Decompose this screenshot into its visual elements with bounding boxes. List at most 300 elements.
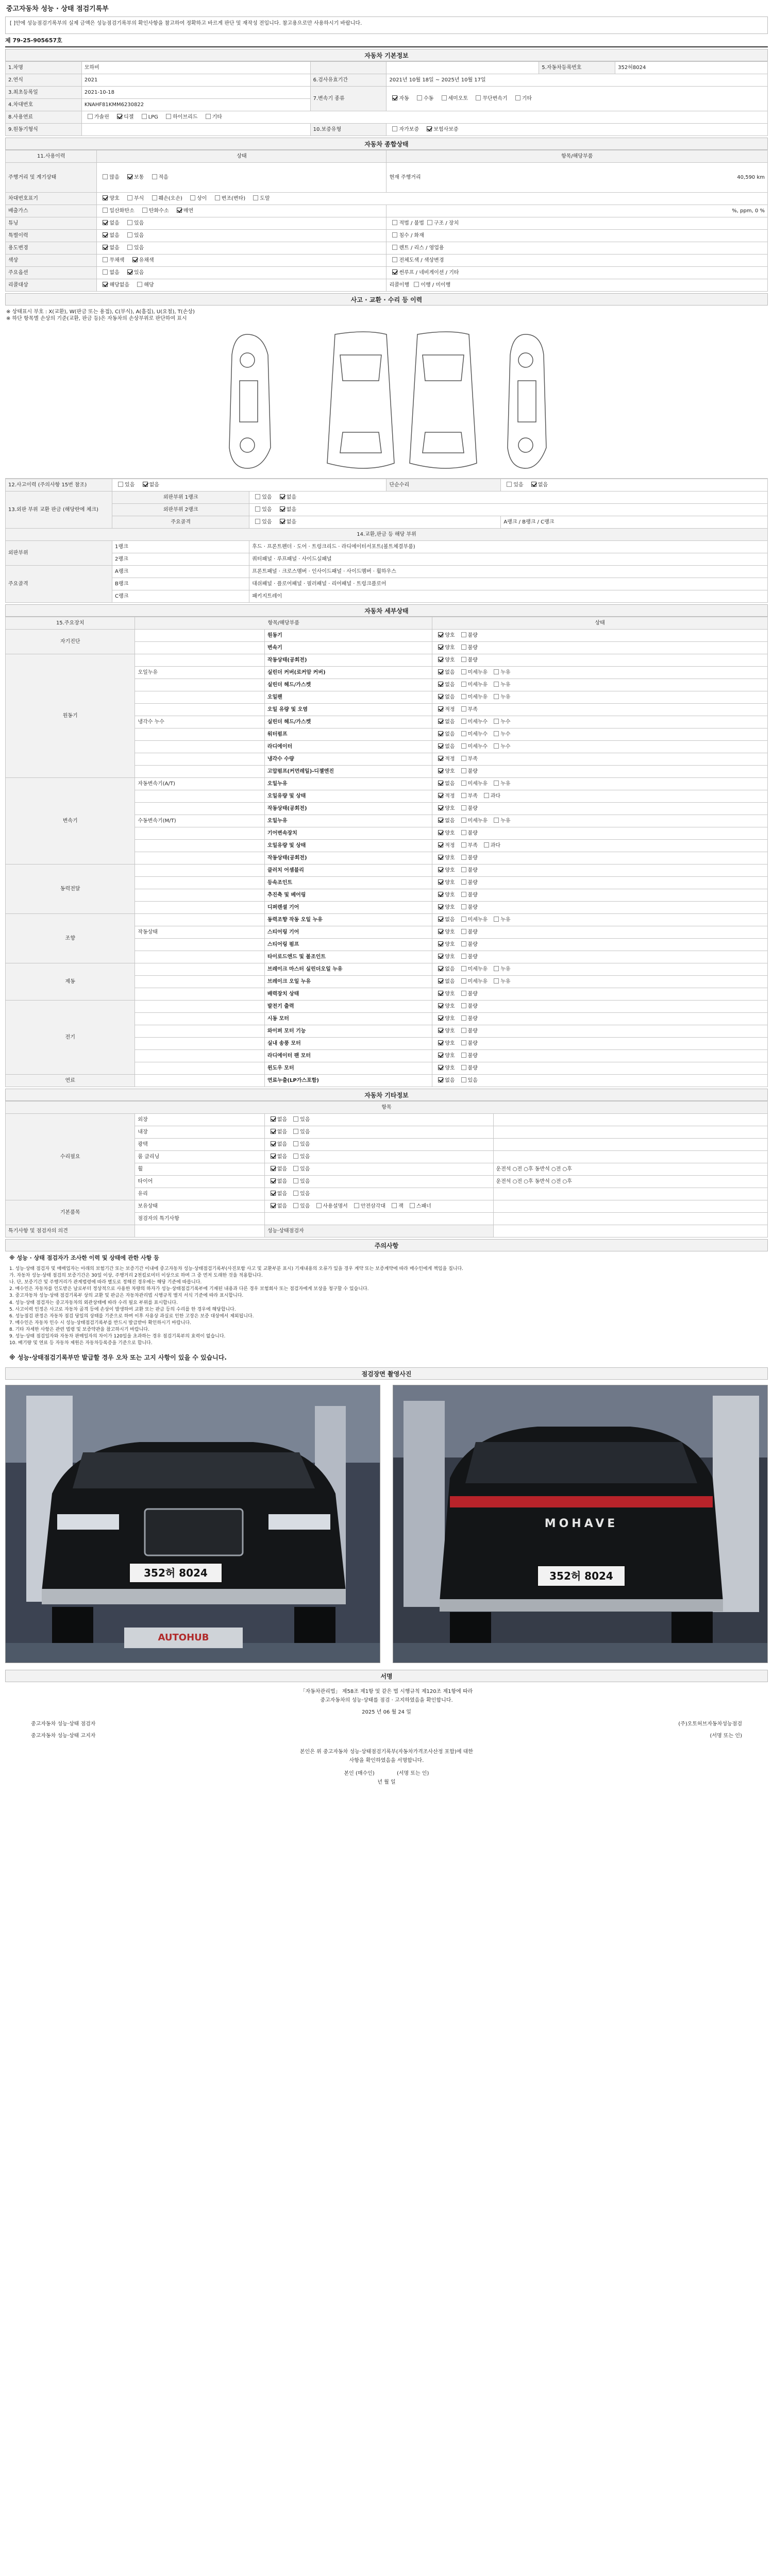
item-label: 시동 모터 <box>264 1013 432 1025</box>
item-label: 오일유량 및 상태 <box>264 790 432 803</box>
table-row <box>6 630 768 642</box>
row-label: 단순수리 <box>386 479 501 492</box>
sign-date: 2025 년 06 월 24 일 <box>362 1709 411 1716</box>
state-options: 없음 미세누수 누수 <box>432 741 768 753</box>
sub-label <box>135 679 264 691</box>
notes-heading: ※ 성능 · 상태 점검자가 조사한 이력 및 상태에 관한 사항 등 <box>9 1255 159 1261</box>
checkbox-icon <box>142 114 147 119</box>
checkbox-icon <box>392 269 397 275</box>
item-label: 광택 <box>135 1139 264 1151</box>
checkbox-icon <box>271 1116 276 1122</box>
checkbox-icon <box>293 1116 298 1122</box>
checkbox-icon <box>427 126 432 131</box>
checkbox-icon <box>137 282 142 287</box>
checkbox-icon <box>461 682 466 687</box>
item-label: 작동상태(공회전) <box>264 654 432 667</box>
state-options: 없음 있음 <box>264 1176 493 1188</box>
parts-items: 프론트패널 · 크로스멤버 · 인사이드패널 · 사이드멤버 · 휠하우스 <box>249 566 768 578</box>
note-line: 3. 중고자동차 성능·상태 점검기록부 상의 교환 및 판금은 자동차관리법 시행규칙 별지 서식 기준에 따라 표시합니다. <box>9 1293 244 1299</box>
table-row <box>6 1200 768 1213</box>
group-label: 제동 <box>6 963 135 1001</box>
checkbox-icon <box>461 756 466 761</box>
checkbox-icon <box>438 954 443 959</box>
sub-label <box>135 865 264 877</box>
checkbox-icon <box>461 1065 466 1070</box>
checkbox-icon <box>461 669 466 674</box>
section-basic: 자동차 기본정보 <box>5 49 768 61</box>
checkbox-icon <box>461 991 466 996</box>
extra-value: 운전석 ○전 ○후 동반석 ○전 ○후 <box>493 1163 767 1176</box>
group-label: 자기진단 <box>6 630 135 654</box>
checkbox-icon <box>461 731 466 736</box>
section-detail: 자동차 세부상태 <box>5 604 768 617</box>
sub-label <box>135 988 264 1001</box>
state-options: 적정 부족 <box>432 753 768 766</box>
sub-label <box>135 741 264 753</box>
state-options: 없음 있음 <box>264 1188 493 1200</box>
note-line: 2. 매수인은 자동차를 인도받은 날로부터 정상적으로 사용한 차량의 하자가 성능·상태점검기록부에 기재된 내용과 다른 경우 보험회사 또는 점검자에게 보상을 청구할 수 있습니다. <box>9 1286 369 1292</box>
checkbox-icon <box>438 694 443 699</box>
checkbox-icon <box>438 768 443 773</box>
checkbox-icon <box>438 706 443 711</box>
section-photos: 점검장면 촬영사진 <box>5 1367 768 1380</box>
checkbox-icon <box>461 830 466 835</box>
item-label: 기어변속장치 <box>264 827 432 840</box>
parts-group: 외판부위 <box>6 541 112 566</box>
checkbox-icon <box>461 941 466 946</box>
checkbox-icon <box>354 1203 359 1208</box>
label: 5.자동차등록번호 <box>539 62 615 74</box>
state-options: 없음 미세누유 누유 <box>432 778 768 790</box>
checkbox-icon <box>88 114 93 119</box>
checkbox-icon <box>494 978 499 984</box>
checkbox-icon <box>494 818 499 823</box>
checkbox-icon <box>143 482 148 487</box>
group-label: 조향 <box>6 914 135 963</box>
label: 10.보증유형 <box>310 124 386 136</box>
checkbox-icon <box>438 657 443 662</box>
checkbox-icon <box>410 1203 415 1208</box>
table-row <box>6 1001 768 1013</box>
state-options: 적정 부족 <box>432 704 768 716</box>
checkbox-icon <box>494 966 499 971</box>
state-options: 없음 있음 <box>432 1075 768 1087</box>
checkbox-icon <box>280 506 285 512</box>
checkbox-icon <box>438 879 443 885</box>
checkbox-icon <box>427 220 432 225</box>
extra-value <box>493 1139 767 1151</box>
row-label: 색상 <box>6 255 97 267</box>
state-options: 양호 불량 <box>432 1050 768 1062</box>
state-options: 양호 불량 <box>432 939 768 951</box>
item-label: 룸 클리닝 <box>135 1151 264 1163</box>
state-options: 양호 불량 <box>432 1038 768 1050</box>
row-options: 있음 없음 <box>249 516 501 529</box>
seller-row <box>10 1732 763 1740</box>
checkbox-icon <box>461 842 466 848</box>
item-label: 실린더 헤드/가스켓 <box>264 716 432 728</box>
sub-label: 외판부위 2랭크 <box>112 504 249 516</box>
document-notice: [ ]안에 성능점검기록부의 실제 금액은 성능점검기록부의 확인사항을 참고하여 정확하고 바르게 판단 및 재작성 전입니다. 참고용으로만 사용하시기 바랍니다. <box>5 16 768 34</box>
checkbox-icon <box>461 743 466 749</box>
sign-line: 「자동차관리법」 제58조 제1항 및 같은 법 시행규칙 제120조 제1항에 따라 <box>300 1689 473 1695</box>
checkbox-icon <box>103 257 108 262</box>
item-label: 워터펌프 <box>264 728 432 741</box>
value: 2021년 10월 18일 ~ 2025년 10월 17일 <box>386 74 768 87</box>
row-label: 특별이력 <box>6 230 97 242</box>
sub-label <box>135 728 264 741</box>
column-header: 상태 <box>97 150 386 163</box>
value: 352허8024 <box>615 62 768 74</box>
notes-list <box>5 1263 768 1350</box>
sub-label <box>135 1001 264 1013</box>
checkbox-icon <box>255 494 260 499</box>
checkbox-icon <box>484 793 489 798</box>
sub-label <box>135 766 264 778</box>
group-label: 동력전달 <box>6 865 135 914</box>
rank-options: A랭크 / B랭크 / C랭크 <box>501 516 768 529</box>
checkbox-icon <box>461 978 466 984</box>
parts-items: 후드 · 프론트펜더 · 도어 · 트렁크리드 · 라디에이터서포트(볼트체결부품) <box>249 541 768 553</box>
extra-value <box>493 1188 767 1200</box>
table-row <box>6 654 768 667</box>
transmission-options: 자동 수동 세미오토 무단변속기 기타 <box>386 87 768 111</box>
row-options: 양호 부식 훼손(오손) 상이 변조(변타) 도말 <box>97 193 768 205</box>
section-notes: 주의사항 <box>5 1239 768 1251</box>
group-label: 변속기 <box>6 778 135 865</box>
item-label: 동력조향 작동 오일 누유 <box>264 914 432 926</box>
note-line: 1. 성능·상태 점검자 및 매매업자는 아래의 보험기간 또는 보증기간 이내에 중고자동차 성능·상태점검기록부(사진포함 사고 및 교환부분 표시) 기재내용의 오류가 있을 경우 계약 또는 보증계약에 따라 매수인에게 책임을 집니다. <box>9 1266 464 1272</box>
rear-license-plate: 352허 8024 <box>549 1570 613 1583</box>
state-options: 양호 불량 <box>432 1001 768 1013</box>
value: 2021 <box>81 74 310 87</box>
item-label: 윈도우 모터 <box>264 1062 432 1075</box>
sub-label <box>135 753 264 766</box>
parts-group: 주요골격 <box>6 566 112 603</box>
state-options: 양호 불량 <box>432 852 768 865</box>
item-label: 라디에이터 팬 모터 <box>264 1050 432 1062</box>
state-options: 없음 미세누수 누수 <box>432 728 768 741</box>
checkbox-icon <box>438 719 443 724</box>
state-options: 양호 불량 <box>432 766 768 778</box>
checkbox-icon <box>438 1028 443 1033</box>
checkbox-icon <box>255 506 260 512</box>
checkbox-icon <box>103 220 108 225</box>
item-label: 원동기 <box>264 630 432 642</box>
state-options: 양호 불량 <box>432 926 768 939</box>
table-row <box>6 1114 768 1126</box>
checkbox-icon <box>461 706 466 711</box>
signature-block <box>5 1682 768 1792</box>
row-extra: 전체도색 / 색상변경 <box>386 255 768 267</box>
item-label: 보유상태 <box>135 1200 264 1213</box>
column-header: 항목/해당부품 <box>135 617 432 630</box>
checkbox-icon <box>316 1203 322 1208</box>
group-label: 원동기 <box>6 654 135 778</box>
state-options: 양호 불량 <box>432 1013 768 1025</box>
sub-label: 오일누유 <box>135 667 264 679</box>
checkbox-icon <box>127 174 132 179</box>
sub-label <box>135 630 264 642</box>
item-label: 발전기 출력 <box>264 1001 432 1013</box>
row-options: 많음 보통 적음 <box>97 163 386 193</box>
state-options: 없음 미세누유 누유 <box>432 815 768 827</box>
item-label: 실내 송풍 모터 <box>264 1038 432 1050</box>
checkbox-icon <box>461 657 466 662</box>
row-label: 주요옵션 <box>6 267 97 279</box>
state-options: 없음 있음 사용설명서 안전삼각대 잭 스패너 <box>264 1200 493 1213</box>
state-options: 없음 있음 <box>264 1139 493 1151</box>
checkbox-icon <box>271 1166 276 1171</box>
parts-rank: B랭크 <box>112 578 249 590</box>
item-label: 오일누유 <box>264 815 432 827</box>
parts-rank: A랭크 <box>112 566 249 578</box>
parts-items: 패키지트레이 <box>249 590 768 603</box>
checkbox-icon <box>255 519 260 524</box>
checkbox-icon <box>438 904 443 909</box>
item-label: 작동상태(공회전) <box>264 803 432 815</box>
confirm-line: 사항을 확인하였음을 서명합니다. <box>349 1758 424 1764</box>
sub-label: 수동변속기(M/T) <box>135 815 264 827</box>
checkbox-icon <box>461 805 466 810</box>
parts-items: 대쉬패널 · 플로어패널 · 필러패널 · 리어패널 · 트렁크플로어 <box>249 578 768 590</box>
extra-value <box>493 1213 767 1225</box>
checkbox-icon <box>438 1003 443 1008</box>
item-label: 오일누유 <box>264 778 432 790</box>
checkbox-icon <box>271 1203 276 1208</box>
state-options: 양호 불량 <box>432 865 768 877</box>
label: 8.사용연료 <box>6 111 82 124</box>
row-label: 특기사항 및 점검자의 의견 <box>6 1225 135 1238</box>
sub-label <box>135 803 264 815</box>
checkbox-icon <box>293 1166 298 1171</box>
checkbox-icon <box>461 694 466 699</box>
fuel-options: 가솔린 디젤 LPG 하이브리드 기타 <box>81 111 767 124</box>
checkbox-icon <box>438 682 443 687</box>
checkbox-icon <box>494 917 499 922</box>
checkbox-icon <box>127 232 132 238</box>
checkbox-icon <box>271 1129 276 1134</box>
checkbox-icon <box>152 174 157 179</box>
state-options: 없음 있음 <box>264 1151 493 1163</box>
sub-label <box>135 914 264 926</box>
row-options: 없음 있음 <box>97 230 386 242</box>
row-options: 있음 없음 <box>249 492 768 504</box>
checkbox-icon <box>438 632 443 637</box>
checkbox-icon <box>166 114 171 119</box>
state-options: 적정 부족 과다 <box>432 840 768 852</box>
note-line: 4. 성능·상태 점검자는 중고자동차의 외관상태에 따라 수리 필요 부위를 표시합니다. <box>9 1300 178 1306</box>
table-row <box>6 914 768 926</box>
extra-value <box>493 1200 767 1213</box>
checkbox-icon <box>103 232 108 238</box>
checkbox-icon <box>461 1040 466 1045</box>
sub-label <box>135 827 264 840</box>
inspector-row <box>10 1717 763 1732</box>
checkbox-icon <box>461 867 466 872</box>
buyer-date: 년 월 일 <box>377 1780 396 1786</box>
warranty-options: 자가보증 보험사보증 <box>386 124 768 136</box>
checkbox-icon <box>438 929 443 934</box>
sub-label <box>135 790 264 803</box>
checkbox-icon <box>271 1141 276 1146</box>
notes-emphasis: ※ 성능·상태점검기록부만 발급할 경우 오차 또는 고지 사항이 있을 수 있습니다. <box>9 1353 227 1361</box>
checkbox-icon <box>531 482 536 487</box>
checkbox-icon <box>461 818 466 823</box>
checkbox-icon <box>117 114 122 119</box>
checkbox-icon <box>438 1040 443 1045</box>
item-label: 휠 <box>135 1163 264 1176</box>
sub-label: 자동변속기(A/T) <box>135 778 264 790</box>
state-options: 양호 불량 <box>432 630 768 642</box>
sub-label <box>135 654 264 667</box>
item-label: 와이퍼 모터 기능 <box>264 1025 432 1038</box>
sub-label: 냉각수 누수 <box>135 716 264 728</box>
note-line: 9. 성능·상태 점검일자와 자동차 판매일자의 차이가 120일을 초과하는 경우 점검기록부의 효력이 없습니다. <box>9 1333 226 1339</box>
state-options: 없음 미세누유 누유 <box>432 679 768 691</box>
section-accident: 사고 · 교환 · 수리 등 이력 <box>5 293 768 306</box>
row-label: 13.외판 부위 교환 판금 (해당란에 체크) <box>6 492 112 529</box>
state-options: 없음 미세누유 누유 <box>432 691 768 704</box>
state-options: 양호 불량 <box>432 877 768 889</box>
sub-label <box>135 939 264 951</box>
checkbox-icon <box>461 632 466 637</box>
checkbox-icon <box>392 245 397 250</box>
checkbox-icon <box>461 1015 466 1021</box>
label: 4.차대번호 <box>6 99 82 111</box>
checkbox-icon <box>127 269 132 275</box>
column-header: 항목 <box>6 1101 768 1114</box>
inspector-value <box>493 1225 767 1238</box>
label: 7.변속기 종류 <box>310 87 386 111</box>
table-row <box>6 1075 768 1087</box>
checkbox-icon <box>142 208 147 213</box>
brand-sign: AUTOHUB <box>158 1632 209 1643</box>
checkbox-icon <box>461 645 466 650</box>
label <box>310 62 386 74</box>
note-line: 7. 매수인은 자동차 인수 시 성능·상태점검기록부를 반드시 발급받아 확인하시기 바랍니다. <box>9 1320 192 1326</box>
item-label: 오일 유량 및 오염 <box>264 704 432 716</box>
checkbox-icon <box>438 805 443 810</box>
item-label: 점검자의 특기사항 <box>135 1213 264 1225</box>
item-label: 라디에이터 <box>264 741 432 753</box>
row-extra: 적법 / 불법 구조 / 장치 <box>386 217 768 230</box>
item-label: 등속조인트 <box>264 877 432 889</box>
checkbox-icon <box>118 482 123 487</box>
state-options: 없음 있음 <box>264 1126 493 1139</box>
item-label: 실린더 헤드/가스켓 <box>264 679 432 691</box>
state-options: 없음 있음 <box>264 1114 493 1126</box>
state-options: 양호 불량 <box>432 1025 768 1038</box>
extra-value <box>493 1114 767 1126</box>
checkbox-icon <box>271 1154 276 1159</box>
state-options: 없음 있음 <box>264 1163 493 1176</box>
checkbox-icon <box>152 195 157 200</box>
state-options: 양호 불량 <box>432 654 768 667</box>
checkbox-icon <box>280 494 285 499</box>
checkbox-icon <box>438 743 443 749</box>
checkbox-icon <box>494 781 499 786</box>
checkbox-icon <box>271 1191 276 1196</box>
state-options <box>264 1213 493 1225</box>
checkbox-icon <box>438 941 443 946</box>
document-title: 중고자동차 성능 · 상태 점검기록부 <box>6 5 109 13</box>
checkbox-icon <box>103 174 108 179</box>
checkbox-icon <box>461 1003 466 1008</box>
checkbox-icon <box>494 694 499 699</box>
label: 1.차명 <box>6 62 82 74</box>
parts-title: 14.교환,판금 등 해당 부위 <box>6 529 768 541</box>
parts-rank: 2랭크 <box>112 553 249 566</box>
section-overall: 자동차 종합상태 <box>5 138 768 150</box>
checkbox-icon <box>103 195 108 200</box>
item-label: 연료누출(LP가스포함) <box>264 1075 432 1087</box>
section-sign: 서명 <box>5 1670 768 1682</box>
buyer-sign-field[interactable]: (서명 또는 인) <box>397 1771 429 1777</box>
checkbox-icon <box>494 669 499 674</box>
checkbox-icon <box>190 195 195 200</box>
checkbox-icon <box>215 195 220 200</box>
front-license-plate: 352허 8024 <box>144 1567 208 1580</box>
checkbox-icon <box>494 719 499 724</box>
sub-label <box>135 1062 264 1075</box>
basic-info-table <box>5 61 768 136</box>
table-row <box>6 963 768 976</box>
row-label: 배출가스 <box>6 205 97 217</box>
checkbox-icon <box>417 95 422 100</box>
item-label: 외장 <box>135 1114 264 1126</box>
state-options: 양호 불량 <box>432 988 768 1001</box>
checkbox-icon <box>461 966 466 971</box>
row-options: 없음 있음 <box>97 242 386 255</box>
item-label: 타이로드엔드 및 볼조인트 <box>264 951 432 963</box>
checkbox-icon <box>438 842 443 848</box>
item-label: 변속기 <box>264 642 432 654</box>
section-other: 자동차 기타정보 <box>5 1089 768 1101</box>
sub-label <box>135 877 264 889</box>
inspector-label: 중고자동차 성능·상태 점검자 <box>31 1721 96 1727</box>
checkbox-icon <box>438 1077 443 1082</box>
checkbox-icon <box>461 1028 466 1033</box>
checkbox-icon <box>461 793 466 798</box>
table-row <box>6 865 768 877</box>
row-options: 없음 있음 <box>97 267 386 279</box>
detail-rows <box>6 630 768 1087</box>
checkbox-icon <box>461 954 466 959</box>
checkbox-icon <box>461 768 466 773</box>
checkbox-icon <box>438 966 443 971</box>
item-label: 스티어링 기어 <box>264 926 432 939</box>
buyer-line: 본인 (매수인) (서명 또는 인) <box>344 1771 429 1777</box>
row-options: 무채색 유채색 <box>97 255 386 267</box>
checkbox-icon <box>438 978 443 984</box>
checkbox-icon <box>507 482 512 487</box>
other-rows <box>6 1114 768 1225</box>
item-label: 유리 <box>135 1188 264 1200</box>
accident-legend: ※ 상태표시 부호 : X(교환), W(판금 또는 용접), C(부식), A(흠집), U(요철), T(손상) ※ 하단 항목별 손상의 기준(교환, 판금 등)은 자동차의 손상부위로 판단하여 표시 <box>6 309 195 321</box>
checkbox-icon <box>438 830 443 835</box>
checkbox-icon <box>392 95 397 100</box>
emission-values: %, ppm, 0 % <box>386 205 768 217</box>
rear-badge: MOHAVE <box>544 1517 618 1531</box>
extra-value <box>493 1126 767 1139</box>
row-label: 튜닝 <box>6 217 97 230</box>
checkbox-icon <box>253 195 258 200</box>
row-extra: 현재 주행거리 40,590 km <box>386 163 768 193</box>
sub-label <box>135 1050 264 1062</box>
sub-label: 작동상태 <box>135 926 264 939</box>
sub-label <box>135 1025 264 1038</box>
